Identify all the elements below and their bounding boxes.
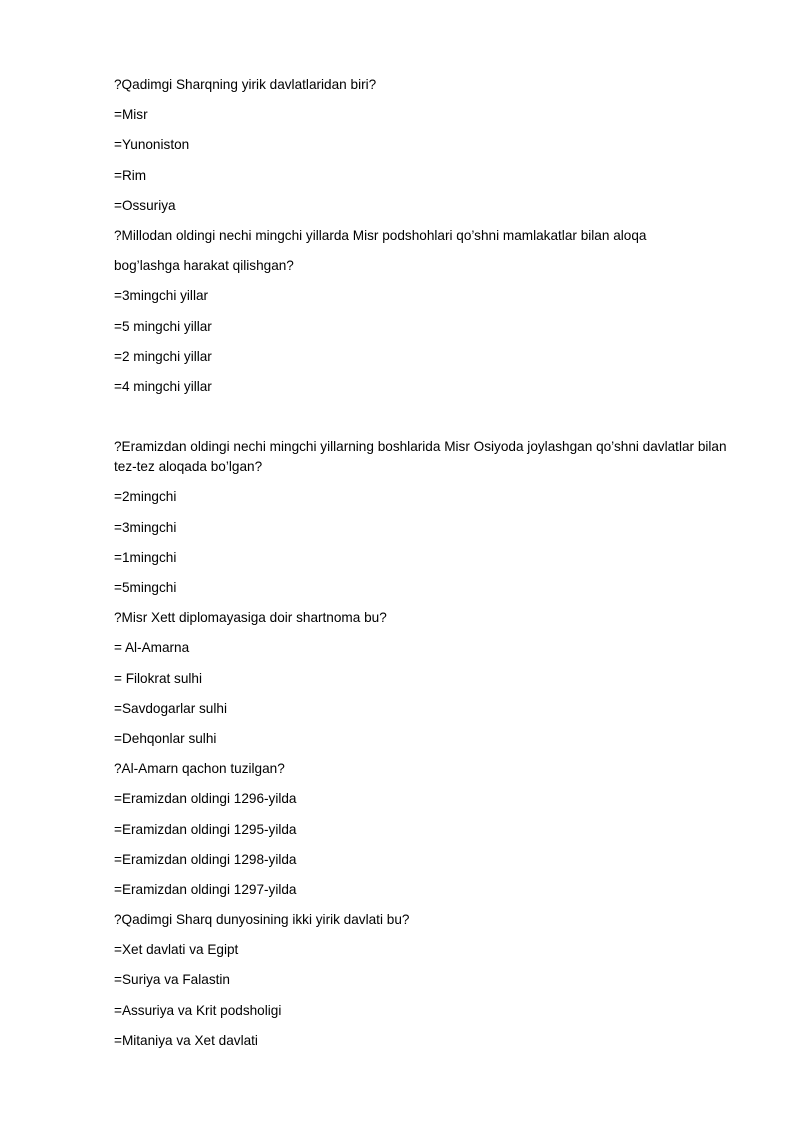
question-3-continuation: tez-tez aloqada bo’lgan? [114,459,263,475]
answer-option: =Eramizdan oldingi 1295-yilda [114,821,297,837]
answer-option: =Assuriya va Krit podsholigi [114,1002,282,1018]
question-4: ?Misr Xett diplomayasiga doir shartnoma bu? [114,610,387,626]
question-6: ?Qadimgi Sharq dunyosining ikki yirik davlati bu? [114,912,410,928]
answer-option: =Yunoniston [114,137,190,153]
question-2-continuation: bog’lashga harakat qilishgan? [114,258,294,274]
answer-option: =2mingchi [114,489,177,505]
answer-option: =Dehqonlar sulhi [114,730,217,746]
blank-line [114,407,734,437]
answer-option: =5mingchi [114,580,177,595]
answer-option: =Misr [114,107,148,123]
question-2: ?Millodan oldingi nechi mingchi yillarda Misr podshohlari qo’shni mamlakatlar bilan aloqa [114,227,647,243]
answer-option: =Eramizdan oldingi 1297-yilda [114,881,297,897]
answer-option: =Savdogarlar sulhi [114,700,227,716]
answer-option: =Xet davlati va Egipt [114,942,239,958]
answer-option: =Eramizdan oldingi 1296-yilda [114,791,297,807]
answer-option: = Al-Amarna [114,640,190,656]
answer-option: =Mitaniya va Xet davlati [114,1032,258,1048]
answer-option: =3mingchi [114,519,177,535]
answer-option: =2 mingchi yillar [114,348,212,364]
answer-option: =3mingchi yillar [114,288,209,304]
question-5: ?Al-Amarn qachon tuzilgan? [114,761,285,777]
document-body [114,75,734,1061]
answer-option: =1mingchi [114,549,177,565]
question-3: ?Eramizdan oldingi nechi mingchi yillarning boshlarida Misr Osiyoda joylashgan qo’shni davlatlar bilan [114,438,727,454]
answer-option: =Eramizdan oldingi 1298-yilda [114,851,297,867]
answer-option: = Filokrat sulhi [114,670,203,686]
question-1: ?Qadimgi Sharqning yirik davlatlaridan biri? [114,77,377,92]
answer-option: =Rim [114,167,147,183]
answer-option: =5 mingchi yillar [114,318,212,334]
answer-option: =Suriya va Falastin [114,972,230,988]
answer-option: =4 mingchi yillar [114,378,212,394]
answer-option: =Ossuriya [114,197,176,213]
